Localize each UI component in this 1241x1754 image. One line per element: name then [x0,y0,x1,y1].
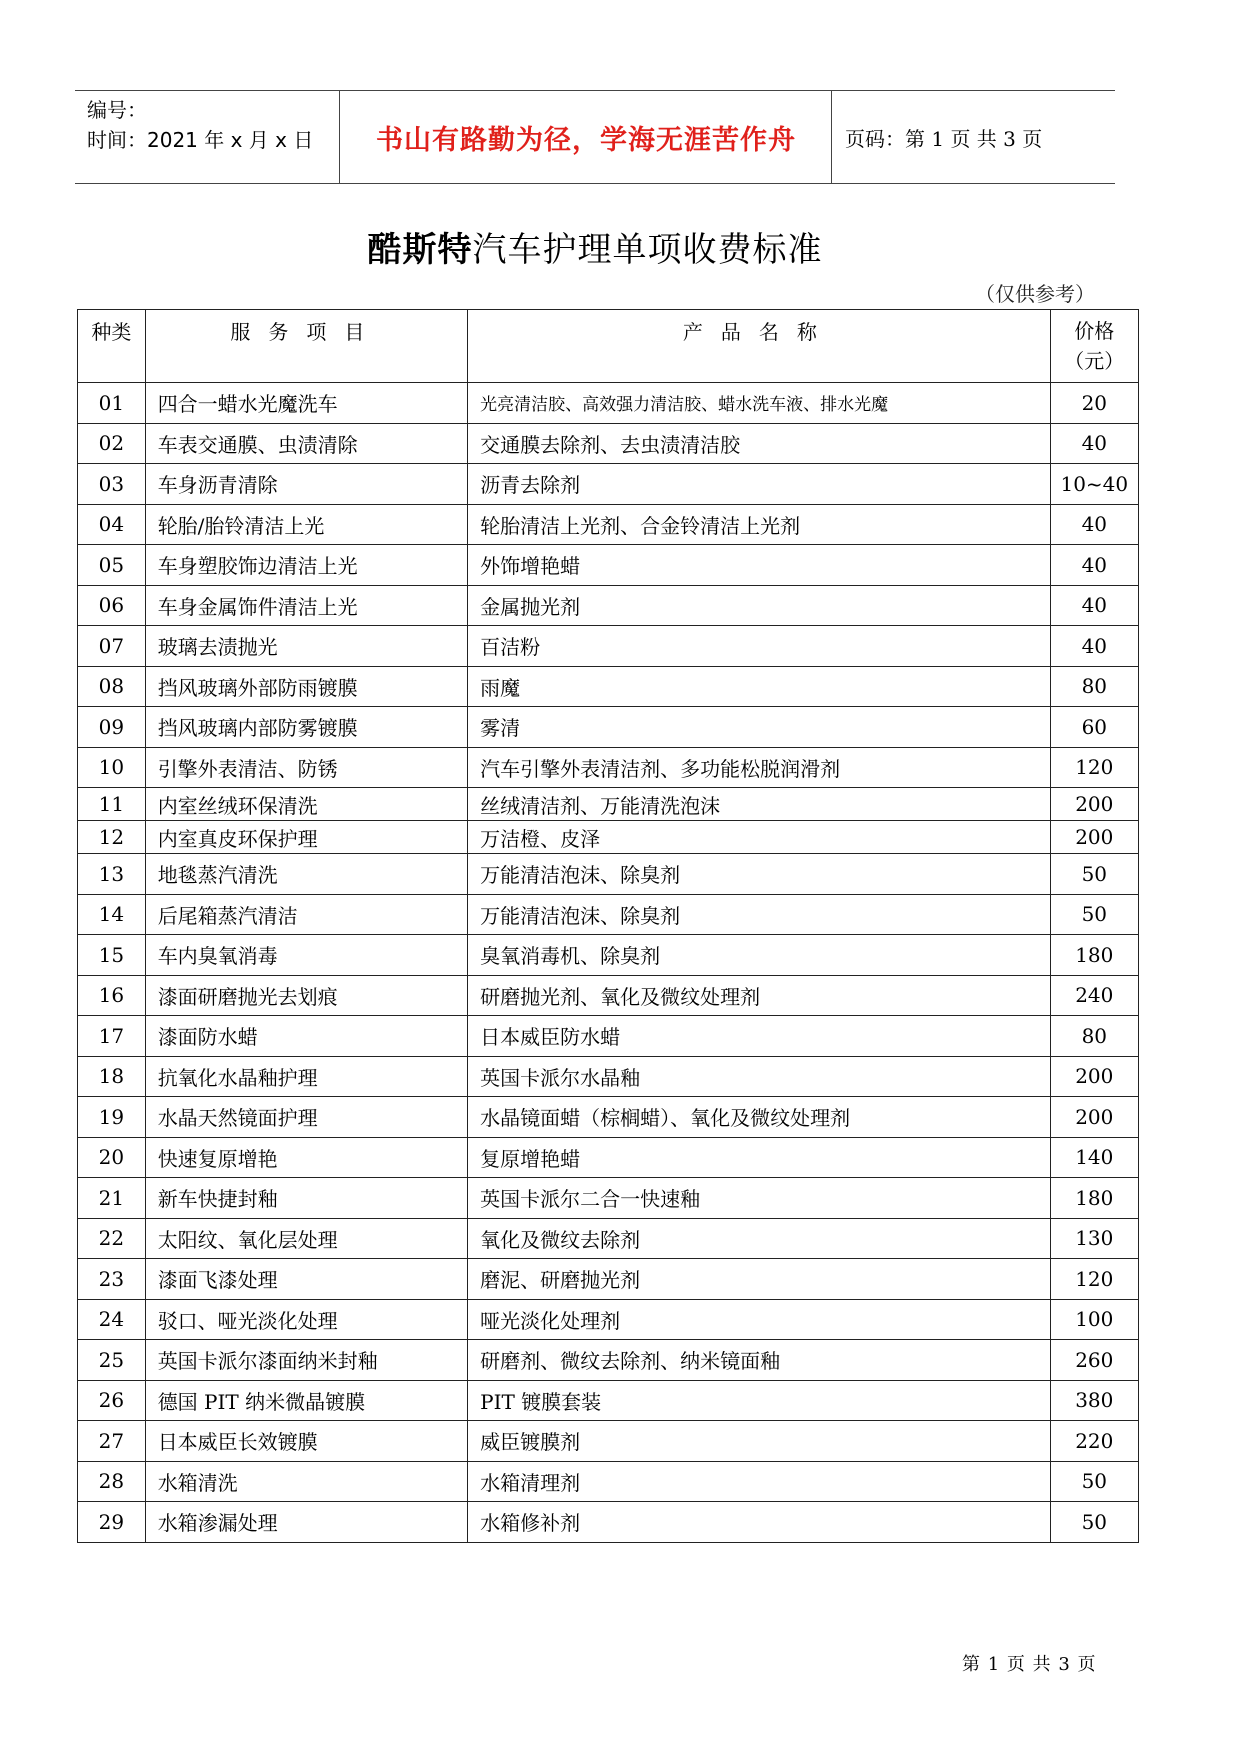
header-divider [339,91,340,183]
table-row [78,1380,1139,1421]
table-row [78,626,1139,667]
row-price: 40 [1050,423,1138,464]
row-product: 轮胎清洁上光剂、合金铃清洁上光剂 [468,504,1050,545]
row-service: 后尾箱蒸汽清洁 [145,894,467,935]
row-category: 29 [78,1502,146,1543]
document-title [0,222,1190,271]
table-row [78,1016,1139,1057]
header-page-code: 页码：第 1 页 共 3 页 [845,126,1043,151]
table-row [78,1056,1139,1097]
row-price: 130 [1050,1218,1138,1259]
row-price: 240 [1050,975,1138,1016]
row-price: 40 [1050,585,1138,626]
row-product: 金属抛光剂 [468,585,1050,626]
row-product: 水箱修补剂 [468,1502,1050,1543]
table-row [78,1097,1139,1138]
header-category: 种类 [78,310,146,383]
table-row [78,788,1139,821]
row-service: 太阳纹、氧化层处理 [145,1218,467,1259]
row-category: 09 [78,707,146,748]
table-row [78,854,1139,895]
header-price-line2: （元） [1064,349,1125,373]
row-price: 80 [1050,666,1138,707]
row-product: 水箱清理剂 [468,1461,1050,1502]
page-header [75,90,1115,184]
row-category: 21 [78,1178,146,1219]
table-row [78,585,1139,626]
row-category: 10 [78,747,146,788]
table-row [78,383,1139,424]
row-service: 挡风玻璃外部防雨镀膜 [145,666,467,707]
table-row [78,1461,1139,1502]
row-product: 磨泥、研磨抛光剂 [468,1259,1050,1300]
table-row [78,1218,1139,1259]
row-price: 140 [1050,1137,1138,1178]
header-divider [831,91,832,183]
row-product: 万能清洁泡沫、除臭剂 [468,894,1050,935]
table-row [78,1502,1139,1543]
row-price: 120 [1050,747,1138,788]
row-service: 日本威臣长效镀膜 [145,1421,467,1462]
row-category: 01 [78,383,146,424]
row-product: 汽车引擎外表清洁剂、多功能松脱润滑剂 [468,747,1050,788]
row-service: 漆面研磨抛光去划痕 [145,975,467,1016]
row-product: 英国卡派尔水晶釉 [468,1056,1050,1097]
row-category: 04 [78,504,146,545]
row-service: 内室丝绒环保清洗 [145,788,467,821]
row-service: 水箱渗漏处理 [145,1502,467,1543]
row-price: 50 [1050,1502,1138,1543]
row-category: 27 [78,1421,146,1462]
row-product: 万能清洁泡沫、除臭剂 [468,854,1050,895]
table-row [78,1299,1139,1340]
row-product: 威臣镀膜剂 [468,1421,1050,1462]
row-product: 丝绒清洁剂、万能清洗泡沫 [468,788,1050,821]
row-service: 车身塑胶饰边清洁上光 [145,545,467,586]
row-price: 260 [1050,1340,1138,1381]
row-category: 12 [78,821,146,854]
row-service: 德国 PIT 纳米微晶镀膜 [145,1380,467,1421]
row-product: 臭氧消毒机、除臭剂 [468,935,1050,976]
row-service: 驳口、哑光淡化处理 [145,1299,467,1340]
row-product: 水晶镜面蜡（棕榈蜡）、氧化及微纹处理剂 [468,1097,1050,1138]
header-product: 产品名称 [468,310,1050,383]
table-row [78,975,1139,1016]
row-product: 百洁粉 [468,626,1050,667]
row-price: 200 [1050,788,1138,821]
row-service: 轮胎/胎铃清洁上光 [145,504,467,545]
table-row [78,1421,1139,1462]
row-category: 11 [78,788,146,821]
table-row [78,545,1139,586]
row-service: 玻璃去渍抛光 [145,626,467,667]
table-row [78,504,1139,545]
row-product: 氧化及微纹去除剂 [468,1218,1050,1259]
row-category: 23 [78,1259,146,1300]
row-price: 40 [1050,545,1138,586]
row-service: 英国卡派尔漆面纳米封釉 [145,1340,467,1381]
row-price: 50 [1050,894,1138,935]
table-header-row [78,310,1139,383]
row-category: 02 [78,423,146,464]
table-row [78,747,1139,788]
row-price: 180 [1050,1178,1138,1219]
row-category: 17 [78,1016,146,1057]
row-price: 200 [1050,1097,1138,1138]
row-category: 05 [78,545,146,586]
row-product: 外饰增艳蜡 [468,545,1050,586]
row-service: 抗氧化水晶釉护理 [145,1056,467,1097]
table-row [78,1178,1139,1219]
row-service: 水箱清洗 [145,1461,467,1502]
row-price: 120 [1050,1259,1138,1300]
row-price: 220 [1050,1421,1138,1462]
row-product: 沥青去除剂 [468,464,1050,505]
row-service: 车身沥青清除 [145,464,467,505]
row-service: 快速复原增艳 [145,1137,467,1178]
row-category: 22 [78,1218,146,1259]
row-price: 10~40 [1050,464,1138,505]
row-category: 06 [78,585,146,626]
table-row [78,821,1139,854]
row-category: 19 [78,1097,146,1138]
table-row [78,423,1139,464]
row-price: 60 [1050,707,1138,748]
table-row [78,707,1139,748]
row-product: PIT 镀膜套装 [468,1380,1050,1421]
row-category: 16 [78,975,146,1016]
table-row [78,935,1139,976]
row-category: 28 [78,1461,146,1502]
row-product: 日本威臣防水蜡 [468,1016,1050,1057]
row-service: 挡风玻璃内部防雾镀膜 [145,707,467,748]
row-category: 24 [78,1299,146,1340]
row-category: 26 [78,1380,146,1421]
row-service: 引擎外表清洁、防锈 [145,747,467,788]
row-product: 雾清 [468,707,1050,748]
document-time: 时间：2021 年 x 月 x 日 [87,128,314,152]
row-service: 车表交通膜、虫渍清除 [145,423,467,464]
row-price: 200 [1050,821,1138,854]
row-service: 漆面防水蜡 [145,1016,467,1057]
row-product: 研磨剂、微纹去除剂、纳米镜面釉 [468,1340,1050,1381]
row-price: 40 [1050,626,1138,667]
row-category: 15 [78,935,146,976]
row-service: 漆面飞漆处理 [145,1259,467,1300]
row-price: 50 [1050,854,1138,895]
row-category: 14 [78,894,146,935]
page-footer: 第 1 页 共 3 页 [962,1654,1097,1675]
table-row [78,666,1139,707]
row-category: 25 [78,1340,146,1381]
row-price: 80 [1050,1016,1138,1057]
row-price: 20 [1050,383,1138,424]
row-service: 新车快捷封釉 [145,1178,467,1219]
header-service: 服务项目 [145,310,467,383]
table-row [78,1340,1139,1381]
table-row [78,464,1139,505]
table-row [78,1259,1139,1300]
row-service: 水晶天然镜面护理 [145,1097,467,1138]
row-price: 100 [1050,1299,1138,1340]
row-product: 交通膜去除剂、去虫渍清洁胶 [468,423,1050,464]
header-motto: 书山有路勤为径，学海无涯苦作舟 [376,124,796,156]
row-price: 200 [1050,1056,1138,1097]
row-service: 车内臭氧消毒 [145,935,467,976]
header-price [1050,310,1138,383]
reference-note: （仅供参考） [975,282,1095,306]
row-category: 18 [78,1056,146,1097]
header-price-line1: 价格 [1074,319,1115,343]
document-number-label: 编号： [87,98,147,122]
row-product: 研磨抛光剂、氧化及微纹处理剂 [468,975,1050,1016]
row-price: 380 [1050,1380,1138,1421]
row-product: 复原增艳蜡 [468,1137,1050,1178]
row-price: 180 [1050,935,1138,976]
row-price: 50 [1050,1461,1138,1502]
row-category: 13 [78,854,146,895]
title-text: 汽车护理单项收费标准 [472,230,823,270]
row-product: 万洁橙、皮泽 [468,821,1050,854]
row-product: 光亮清洁胶、高效强力清洁胶、蜡水洗车液、排水光魔 [468,383,1050,424]
row-product: 哑光淡化处理剂 [468,1299,1050,1340]
row-category: 03 [78,464,146,505]
table-row [78,1137,1139,1178]
row-category: 08 [78,666,146,707]
fee-table [77,309,1139,1543]
row-service: 车身金属饰件清洁上光 [145,585,467,626]
header-meta [87,95,337,155]
row-price: 40 [1050,504,1138,545]
title-brand: 酷斯特 [367,230,473,270]
row-service: 地毯蒸汽清洗 [145,854,467,895]
row-category: 20 [78,1137,146,1178]
row-service: 内室真皮环保护理 [145,821,467,854]
table-row [78,894,1139,935]
fee-table-body [78,383,1139,1543]
row-product: 英国卡派尔二合一快速釉 [468,1178,1050,1219]
row-category: 07 [78,626,146,667]
row-service: 四合一蜡水光魔洗车 [145,383,467,424]
row-product: 雨魔 [468,666,1050,707]
